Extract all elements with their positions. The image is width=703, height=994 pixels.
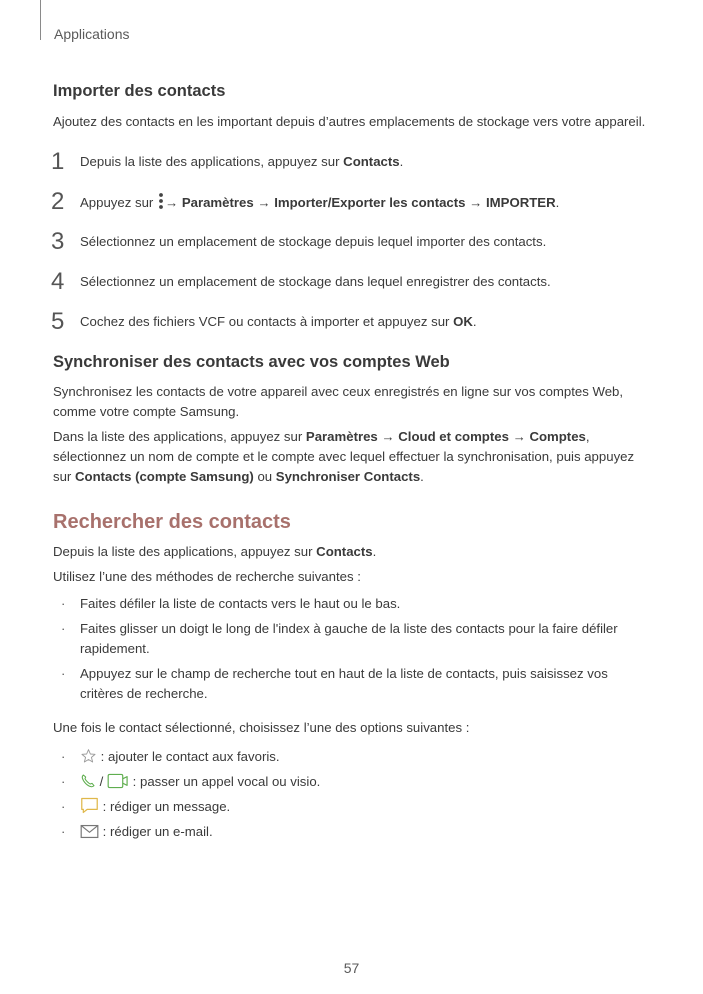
option-favourite: · : ajouter le contact aux favoris. <box>61 749 280 764</box>
step-text: Sélectionnez un emplacement de stockage dans lequel enregistrer des contacts. <box>80 274 551 289</box>
import-step-2 <box>53 190 648 230</box>
import-steps <box>53 150 648 350</box>
step-text: Sélectionnez un emplacement de stockage depuis lequel importer des contacts. <box>80 234 547 249</box>
page-number: 57 <box>343 960 360 976</box>
import-step-1 <box>53 150 648 190</box>
more-options-icon <box>157 192 165 210</box>
step-number: 4 <box>51 268 65 295</box>
contact-options-list <box>53 747 648 842</box>
video-call-icon <box>107 773 129 789</box>
step-text: Depuis la liste des applications, appuyez sur Contacts. <box>80 154 404 169</box>
message-icon <box>80 797 99 814</box>
page-content <box>53 82 648 842</box>
step-number: 2 <box>51 188 65 215</box>
list-item: · Appuyez sur le champ de recherche tout en haut de la liste de contacts, puis saisissez vos critères de recherche. <box>61 666 608 701</box>
step-number: 3 <box>51 228 65 255</box>
step-text: Appuyez sur → Paramètres → Importer/Exporter les contacts → IMPORTER. <box>80 192 559 213</box>
import-step-3 <box>53 230 648 270</box>
sync-paragraph-2: Dans la liste des applications, appuyez sur Paramètres → Cloud et comptes → Comptes, sélectionnez un nom de compte et le compte avec lequel effectuer la synchronisation, puis appuyez sur Contacts (compte Samsung) ou Synchroniser Contacts. <box>53 429 635 484</box>
search-paragraph-3: Une fois le contact sélectionné, choisissez l’une des options suivantes : <box>53 720 470 735</box>
step-text: Cochez des fichiers VCF ou contacts à importer et appuyez sur OK. <box>80 314 477 329</box>
phone-icon <box>80 773 96 789</box>
star-icon <box>80 748 97 764</box>
header-rule <box>40 0 41 40</box>
search-methods-list <box>53 594 648 704</box>
import-step-5 <box>53 310 648 350</box>
step-number: 1 <box>51 148 65 175</box>
option-call: · / : passer un appel vocal ou visio. <box>61 774 321 789</box>
import-contacts-heading: Importer des contacts <box>53 82 226 100</box>
list-item: · Faites défiler la liste de contacts vers le haut ou le bas. <box>61 596 401 611</box>
search-paragraph-1: Depuis la liste des applications, appuyez sur Contacts. <box>53 544 377 559</box>
email-icon <box>80 824 99 839</box>
import-intro: Ajoutez des contacts en les important depuis d’autres emplacements de stockage vers votre appareil. <box>53 114 646 129</box>
step-number: 5 <box>51 308 65 335</box>
option-email: · : rédiger un e-mail. <box>61 824 213 839</box>
list-item: · Faites glisser un doigt le long de l'index à gauche de la liste des contacts pour la faire défiler rapidement. <box>61 621 618 656</box>
search-paragraph-2: Utilisez l’une des méthodes de recherche suivantes : <box>53 569 361 584</box>
search-contacts-heading: Rechercher des contacts <box>53 511 291 533</box>
import-step-4 <box>53 270 648 310</box>
header-label: Applications <box>54 26 130 42</box>
sync-paragraph-1: Synchronisez les contacts de votre appareil avec ceux enregistrés en ligne sur vos comptes Web, comme votre compte Samsung. <box>53 384 624 419</box>
sync-contacts-heading: Synchroniser des contacts avec vos comptes Web <box>53 353 450 371</box>
option-message: · : rédiger un message. <box>61 799 231 814</box>
